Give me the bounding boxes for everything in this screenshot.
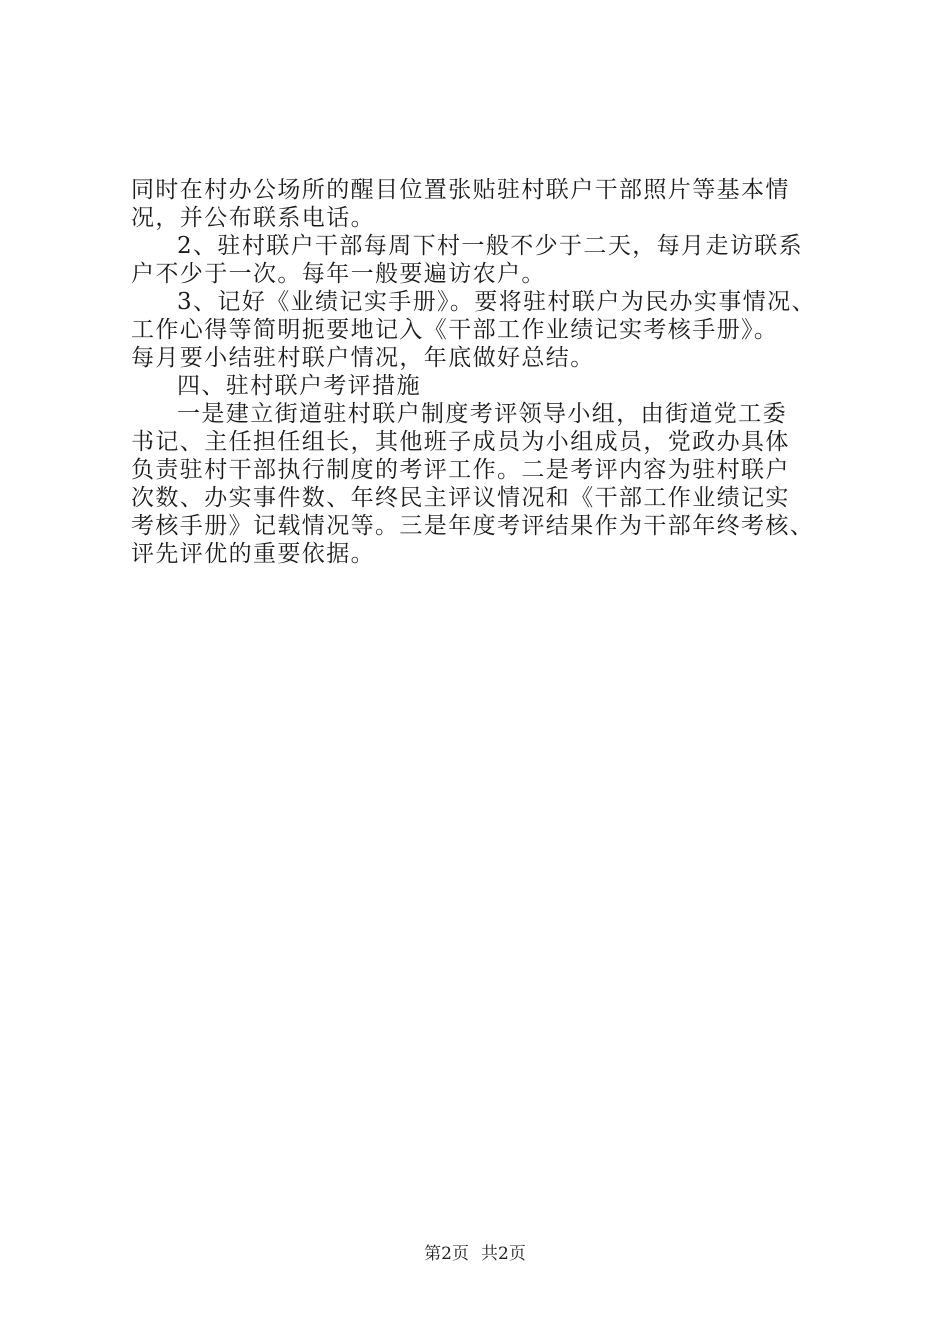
- text-line: 负责驻村干部执行制度的考评工作。二是考评内容为驻村联户: [131, 457, 790, 483]
- text-line: 书记、主任担任组长，其他班子成员为小组成员，党政办具体: [131, 429, 790, 455]
- text-line: 2、驻村联户干部每周下村一般不少于二天，每月走访联系: [177, 233, 804, 259]
- page-number: 第2页: [424, 1244, 469, 1264]
- text-line: 工作心得等简明扼要地记入《干部工作业绩记实考核手册》。: [131, 317, 779, 343]
- text-line: 同时在村办公场所的醒目位置张贴驻村联户干部照片等基本情: [131, 177, 790, 203]
- page-total: 共2页: [481, 1244, 526, 1264]
- text-line: 况，并公布联系电话。: [131, 205, 375, 231]
- text-line: 考核手册》记载情况等。三是年度考评结果作为干部年终考核、: [131, 513, 815, 539]
- section-heading: 四、驻村联户考评措施: [177, 373, 421, 399]
- text-line: 每月要小结驻村联户情况，年底做好总结。: [131, 345, 595, 371]
- text-line: 评先评优的重要依据。: [131, 541, 375, 567]
- page-footer: [0, 1243, 950, 1265]
- text-line: 户不少于一次。每年一般要遍访农户。: [131, 261, 546, 287]
- text-line: 次数、办实事件数、年终民主评议情况和《干部工作业绩记实: [131, 485, 790, 511]
- text-line: 一是建立街道驻村联户制度考评领导小组，由街道党工委: [177, 401, 787, 427]
- document-body: [131, 176, 843, 568]
- text-line: 3、记好《业绩记实手册》。要将驻村联户为民办实事情况、: [177, 289, 816, 315]
